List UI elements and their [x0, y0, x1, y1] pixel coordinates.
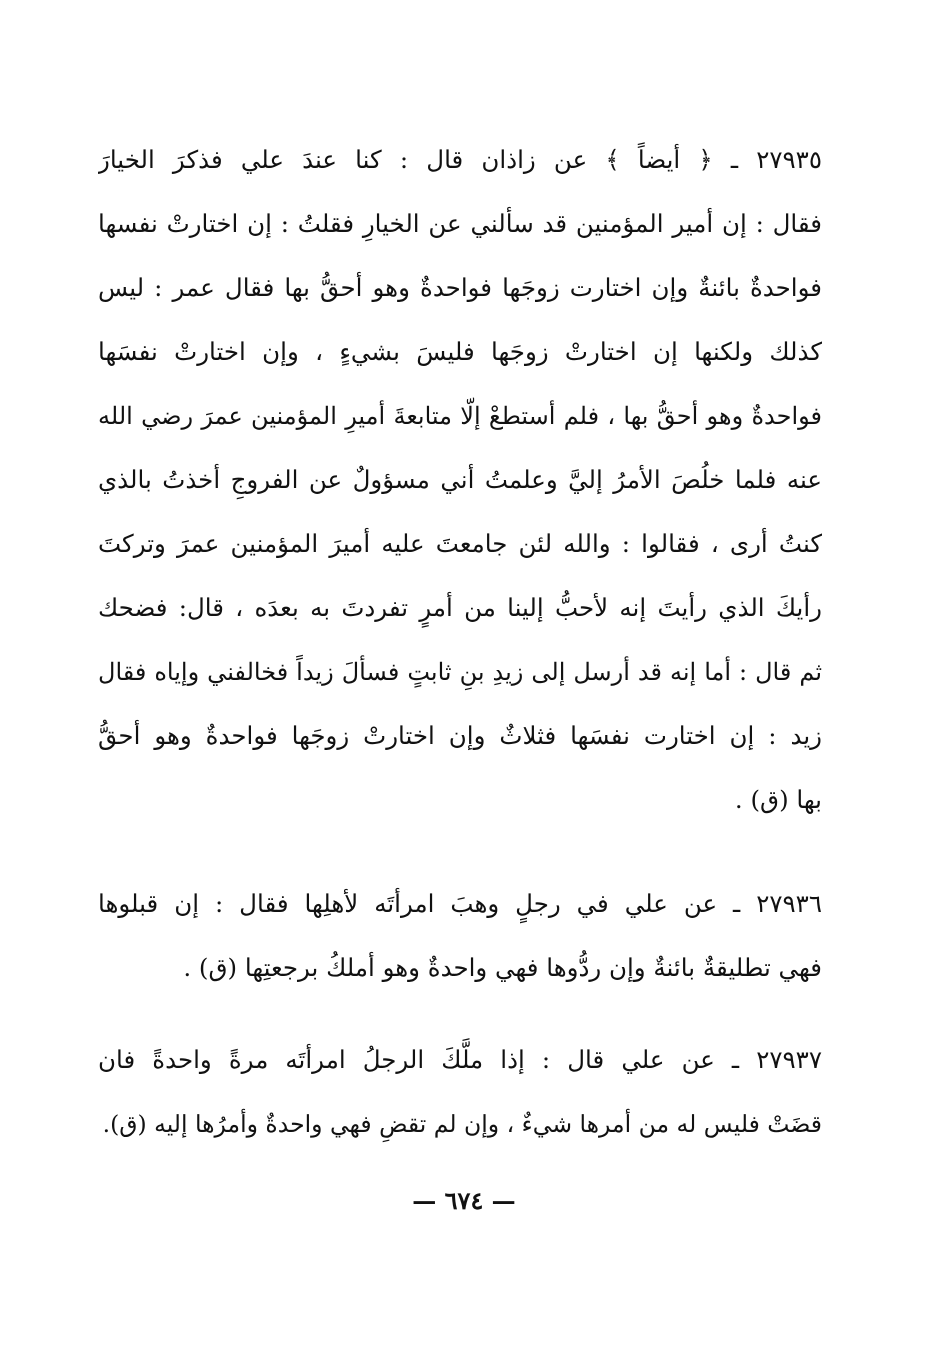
hadith-27935: [98, 128, 822, 832]
text-line: ٢٧٩٣٦ ـ عن علي في رجلٍ وهبَ امرأتَه لأهلِها فقال : إن قبلوها: [98, 889, 822, 918]
text-line: بها (ق) .: [734, 785, 822, 814]
text-line: ثم قال : أما إنه قد أرسل إلى زيدِ بنِ ثابتٍ فسألَ زيداً فخالفني وإياه فقال: [98, 658, 822, 686]
hadith-27937: [98, 1028, 822, 1156]
hadith-27936: [98, 872, 822, 1000]
text-line: ٢٧٩٣٧ ـ عن علي قال : إذا ملَّكَ الرجلُ امرأتَه مرةً واحدةً فان: [98, 1045, 822, 1074]
text-line: فقال : إن أمير المؤمنين قد سألني عن الخيارِ فقلتُ : إن اختارتْ نفسها: [98, 209, 822, 238]
paragraph-gap: [98, 1000, 822, 1028]
text-line: فهي تطليقةٌ بائنةٌ وإن ردُّوها فهي واحدةٌ وهو أملكُ برجعتِها (ق) .: [183, 953, 822, 982]
text-line: فواحدةٌ وهو أحقُّ بها ، فلم أستطعْ إلّا متابعةَ أميرِ المؤمنين عمرَ رضي الله: [98, 402, 822, 430]
text-line: قضَتْ فليس له من أمرها شيءٌ ، وإن لم تقضِ فهي واحدةٌ وأمرُها إليه (ق).: [102, 1110, 822, 1138]
text-line: ٢٧٩٣٥ ـ ﴿ أيضاً ﴾ عن زاذان قال : كنا عندَ علي فذكرَ الخيارَ: [98, 145, 822, 174]
document-body: [98, 128, 822, 1156]
text-line: كذلك ولكنها إن اختارتْ زوجَها فليسَ بشيءٍ ، وإن اختارتْ نفسَها: [98, 337, 822, 366]
text-line: فواحدةٌ بائنةٌ وإن اختارت زوجَها فواحدةٌ وهو أحقُّ بها فقال عمر : ليس: [98, 273, 822, 302]
page-number: — ٦٧٤ —: [412, 1186, 516, 1215]
text-line: عنه فلما خلُصَ الأمرُ إليَّ وعلمتُ أني مسؤولٌ عن الفروجِ أخذتُ بالذي: [98, 465, 822, 494]
text-line: كنتُ أرى ، فقالوا : والله لئن جامعتَ عليه أميرَ المؤمنين عمرَ وتركتَ: [98, 529, 822, 558]
text-line: زيد : إن اختارت نفسَها فثلاثٌ وإن اختارتْ زوجَها فواحدةٌ وهو أحقُّ: [98, 721, 822, 750]
paragraph-gap: [98, 832, 822, 872]
text-line: رأيكَ الذي رأيتَ إنه لأحبُّ إلينا من أمرٍ تفردتَ به بعدَه ، قال: فضحك: [98, 593, 822, 622]
